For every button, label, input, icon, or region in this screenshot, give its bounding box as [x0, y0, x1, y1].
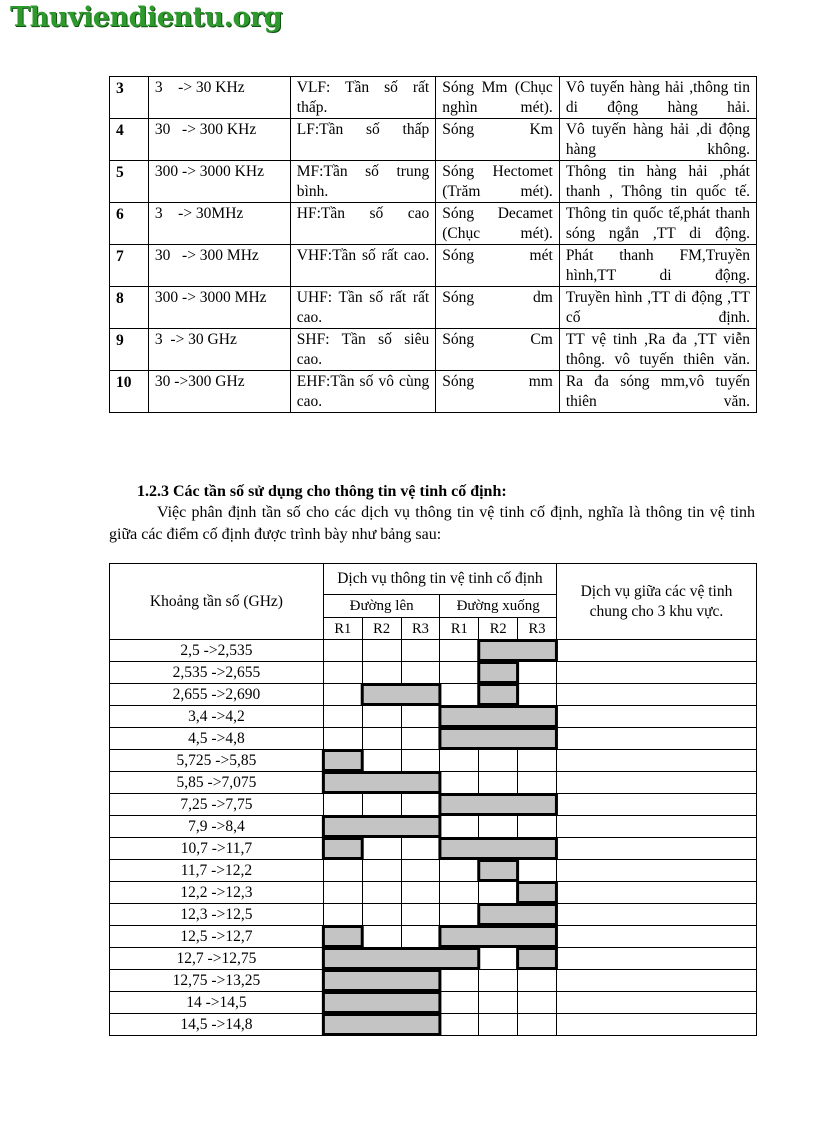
allocation-cell	[518, 728, 557, 750]
allocation-cell	[362, 750, 401, 772]
band-cell-num: 8	[110, 287, 149, 329]
allocation-cell	[479, 882, 518, 904]
frequency-row	[110, 640, 757, 662]
allocation-cell	[479, 970, 518, 992]
band-cell-range: 3 -> 30 GHz	[148, 329, 290, 371]
frequency-row	[110, 816, 757, 838]
frequency-row	[110, 794, 757, 816]
frequency-row	[110, 750, 757, 772]
allocation-cell	[401, 904, 440, 926]
inter-satellite-cell	[556, 1014, 756, 1036]
allocation-cell	[479, 750, 518, 772]
allocation-cell	[362, 728, 401, 750]
allocation-cell	[440, 992, 479, 1014]
band-cell-wave: Sóng mm	[436, 371, 560, 413]
allocation-cell	[479, 904, 518, 926]
allocation-cell	[323, 1014, 362, 1036]
allocation-cell	[479, 926, 518, 948]
allocation-cell	[401, 750, 440, 772]
frequency-row	[110, 882, 757, 904]
allocation-cell	[362, 662, 401, 684]
band-cell-wave: Sóng mét	[436, 245, 560, 287]
header-uplink: Đường lên	[323, 595, 440, 618]
allocation-cell	[401, 662, 440, 684]
allocation-cell	[479, 838, 518, 860]
inter-satellite-cell	[556, 640, 756, 662]
band-row	[110, 161, 757, 203]
allocation-cell	[440, 926, 479, 948]
section-paragraph: Việc phân định tần số cho các dịch vụ thông tin vệ tinh cố định, nghĩa là thông tin vệ tinh giữa các điểm cố định được trình bày như bảng sau:	[109, 504, 755, 543]
inter-satellite-cell	[556, 860, 756, 882]
range-cell: 12,3 ->12,5	[110, 904, 324, 926]
allocation-cell	[440, 970, 479, 992]
band-row	[110, 245, 757, 287]
allocation-cell	[518, 948, 557, 970]
band-cell-use: Ra đa sóng mm,vô tuyến thiên văn.	[559, 371, 756, 413]
allocation-cell	[323, 640, 362, 662]
band-cell-use: TT vệ tinh ,Ra đa ,TT viễn thông. vô tuyến thiên văn.	[559, 329, 756, 371]
band-cell-range: 3 -> 30MHz	[148, 203, 290, 245]
allocation-cell	[440, 838, 479, 860]
allocation-cell	[323, 904, 362, 926]
region-header: R2	[479, 618, 518, 640]
band-row	[110, 371, 757, 413]
allocation-cell	[440, 1014, 479, 1036]
frequency-row	[110, 662, 757, 684]
frequency-row	[110, 970, 757, 992]
allocation-cell	[401, 992, 440, 1014]
allocation-cell	[401, 728, 440, 750]
allocation-cell	[323, 816, 362, 838]
allocation-cell	[518, 926, 557, 948]
allocation-cell	[323, 860, 362, 882]
allocation-cell	[401, 926, 440, 948]
band-cell-use: Truyền hình ,TT di động ,TT cố định.	[559, 287, 756, 329]
allocation-cell	[362, 684, 401, 706]
allocation-cell	[323, 684, 362, 706]
allocation-cell	[518, 816, 557, 838]
allocation-cell	[440, 684, 479, 706]
allocation-cell	[362, 706, 401, 728]
allocation-cell	[440, 750, 479, 772]
allocation-cell	[401, 882, 440, 904]
frequency-row	[110, 684, 757, 706]
allocation-cell	[440, 882, 479, 904]
allocation-cell	[362, 640, 401, 662]
band-cell-name: UHF: Tần số rất rất cao.	[290, 287, 435, 329]
allocation-cell	[323, 794, 362, 816]
allocation-cell	[362, 992, 401, 1014]
header-fixed-service: Dịch vụ thông tin vệ tinh cố định	[323, 564, 556, 595]
frequency-row	[110, 904, 757, 926]
allocation-cell	[479, 662, 518, 684]
frequency-row	[110, 926, 757, 948]
allocation-cell	[440, 816, 479, 838]
region-header: R3	[401, 618, 440, 640]
range-cell: 14 ->14,5	[110, 992, 324, 1014]
band-cell-use: Thông tin hàng hải ,phát thanh , Thông tin quốc tế.	[559, 161, 756, 203]
allocation-cell	[440, 728, 479, 750]
allocation-cell	[518, 684, 557, 706]
allocation-cell	[401, 794, 440, 816]
allocation-cell	[440, 794, 479, 816]
band-cell-wave: Sóng dm	[436, 287, 560, 329]
band-cell-range: 30 -> 300 KHz	[148, 119, 290, 161]
band-cell-num: 6	[110, 203, 149, 245]
allocation-cell	[440, 860, 479, 882]
allocation-cell	[362, 794, 401, 816]
band-cell-num: 7	[110, 245, 149, 287]
band-cell-range: 300 -> 3000 MHz	[148, 287, 290, 329]
allocation-cell	[362, 926, 401, 948]
range-cell: 10,7 ->11,7	[110, 838, 324, 860]
allocation-cell	[440, 772, 479, 794]
inter-satellite-cell	[556, 794, 756, 816]
frequency-row	[110, 1014, 757, 1036]
inter-satellite-cell	[556, 706, 756, 728]
allocation-cell	[518, 882, 557, 904]
allocation-cell	[401, 772, 440, 794]
inter-satellite-cell	[556, 728, 756, 750]
allocation-cell	[479, 684, 518, 706]
band-cell-range: 30 -> 300 MHz	[148, 245, 290, 287]
section-heading: 1.2.3 Các tần số sử dụng cho thông tin vệ tinh cố định:	[137, 483, 507, 500]
range-cell: 11,7 ->12,2	[110, 860, 324, 882]
allocation-cell	[518, 750, 557, 772]
band-cell-range: 300 -> 3000 KHz	[148, 161, 290, 203]
header-range: Khoảng tần số (GHz)	[110, 564, 324, 640]
band-row	[110, 329, 757, 371]
range-cell: 5,725 ->5,85	[110, 750, 324, 772]
allocation-cell	[479, 728, 518, 750]
band-cell-name: VHF:Tần số rất cao.	[290, 245, 435, 287]
allocation-cell	[401, 860, 440, 882]
band-row	[110, 77, 757, 119]
band-cell-num: 10	[110, 371, 149, 413]
allocation-cell	[362, 838, 401, 860]
allocation-cell	[362, 816, 401, 838]
allocation-cell	[401, 838, 440, 860]
allocation-cell	[440, 706, 479, 728]
allocation-cell	[518, 838, 557, 860]
frequency-row	[110, 992, 757, 1014]
range-cell: 2,535 ->2,655	[110, 662, 324, 684]
allocation-cell	[479, 706, 518, 728]
inter-satellite-cell	[556, 816, 756, 838]
region-header: R1	[323, 618, 362, 640]
allocation-cell	[479, 772, 518, 794]
header-downlink: Đường xuống	[440, 595, 557, 618]
allocation-cell	[440, 948, 479, 970]
allocation-cell	[518, 706, 557, 728]
region-header: R1	[440, 618, 479, 640]
band-cell-use: Vô tuyến hàng hải ,thông tin di động hàng hải.	[559, 77, 756, 119]
band-cell-wave: Sóng Cm	[436, 329, 560, 371]
allocation-cell	[401, 970, 440, 992]
allocation-cell	[323, 948, 362, 970]
band-cell-num: 4	[110, 119, 149, 161]
allocation-cell	[323, 838, 362, 860]
band-cell-wave: Sóng Km	[436, 119, 560, 161]
range-cell: 12,75 ->13,25	[110, 970, 324, 992]
band-cell-use: Thông tin quốc tế,phát thanh sóng ngắn ,TT di động.	[559, 203, 756, 245]
range-cell: 12,5 ->12,7	[110, 926, 324, 948]
allocation-cell	[362, 860, 401, 882]
allocation-cell	[479, 794, 518, 816]
inter-satellite-cell	[556, 772, 756, 794]
inter-satellite-cell	[556, 970, 756, 992]
allocation-cell	[323, 706, 362, 728]
band-row	[110, 119, 757, 161]
satellite-frequency-table	[109, 563, 757, 1036]
allocation-cell	[518, 904, 557, 926]
frequency-row	[110, 948, 757, 970]
allocation-cell	[323, 882, 362, 904]
allocation-cell	[401, 706, 440, 728]
inter-satellite-cell	[556, 838, 756, 860]
frequency-bands-table	[109, 76, 757, 413]
band-cell-wave: Sóng Mm (Chục nghìn mét).	[436, 77, 560, 119]
band-cell-name: HF:Tần số cao	[290, 203, 435, 245]
band-cell-num: 9	[110, 329, 149, 371]
band-cell-name: SHF: Tần số siêu cao.	[290, 329, 435, 371]
allocation-cell	[518, 1014, 557, 1036]
band-cell-wave: Sóng Hectomet (Trăm mét).	[436, 161, 560, 203]
range-cell: 2,655 ->2,690	[110, 684, 324, 706]
inter-satellite-cell	[556, 662, 756, 684]
inter-satellite-cell	[556, 992, 756, 1014]
band-cell-range: 30 ->300 GHz	[148, 371, 290, 413]
region-header: R2	[362, 618, 401, 640]
allocation-cell	[518, 772, 557, 794]
allocation-cell	[401, 684, 440, 706]
range-cell: 12,2 ->12,3	[110, 882, 324, 904]
range-cell: 7,25 ->7,75	[110, 794, 324, 816]
allocation-cell	[518, 794, 557, 816]
band-cell-range: 3 -> 30 KHz	[148, 77, 290, 119]
allocation-cell	[518, 860, 557, 882]
inter-satellite-cell	[556, 904, 756, 926]
allocation-cell	[362, 948, 401, 970]
range-cell: 3,4 ->4,2	[110, 706, 324, 728]
allocation-cell	[323, 772, 362, 794]
allocation-cell	[362, 882, 401, 904]
range-cell: 2,5 ->2,535	[110, 640, 324, 662]
frequency-row	[110, 860, 757, 882]
band-cell-num: 3	[110, 77, 149, 119]
allocation-cell	[518, 970, 557, 992]
band-cell-use: Phát thanh FM,Truyền hình,TT di động.	[559, 245, 756, 287]
band-row	[110, 287, 757, 329]
allocation-cell	[479, 948, 518, 970]
allocation-cell	[440, 904, 479, 926]
allocation-cell	[440, 662, 479, 684]
inter-satellite-cell	[556, 750, 756, 772]
band-cell-use: Vô tuyến hàng hải ,di động hàng không.	[559, 119, 756, 161]
allocation-cell	[323, 662, 362, 684]
band-cell-name: LF:Tần số thấp	[290, 119, 435, 161]
range-cell: 14,5 ->14,8	[110, 1014, 324, 1036]
allocation-cell	[479, 816, 518, 838]
inter-satellite-cell	[556, 882, 756, 904]
allocation-cell	[479, 1014, 518, 1036]
allocation-cell	[362, 772, 401, 794]
allocation-cell	[323, 728, 362, 750]
allocation-cell	[401, 948, 440, 970]
band-cell-name: VLF: Tần số rất thấp.	[290, 77, 435, 119]
allocation-cell	[518, 662, 557, 684]
allocation-cell	[362, 970, 401, 992]
allocation-cell	[401, 816, 440, 838]
band-cell-name: EHF:Tần số vô cùng cao.	[290, 371, 435, 413]
region-header: R3	[518, 618, 557, 640]
range-cell: 5,85 ->7,075	[110, 772, 324, 794]
allocation-cell	[518, 640, 557, 662]
range-cell: 4,5 ->4,8	[110, 728, 324, 750]
inter-satellite-cell	[556, 926, 756, 948]
allocation-cell	[323, 970, 362, 992]
inter-satellite-cell	[556, 948, 756, 970]
allocation-cell	[479, 640, 518, 662]
band-cell-name: MF:Tần số trung bình.	[290, 161, 435, 203]
allocation-cell	[362, 1014, 401, 1036]
allocation-cell	[362, 904, 401, 926]
site-logo: Thuviendientu.org	[10, 2, 283, 33]
band-row	[110, 203, 757, 245]
inter-satellite-cell	[556, 684, 756, 706]
frequency-row	[110, 728, 757, 750]
range-cell: 12,7 ->12,75	[110, 948, 324, 970]
allocation-cell	[518, 992, 557, 1014]
range-cell: 7,9 ->8,4	[110, 816, 324, 838]
header-inter-satellite: Dịch vụ giữa các vệ tinh chung cho 3 khu vực.	[556, 564, 756, 640]
allocation-cell	[479, 860, 518, 882]
frequency-row	[110, 772, 757, 794]
allocation-cell	[401, 1014, 440, 1036]
band-cell-num: 5	[110, 161, 149, 203]
frequency-row	[110, 706, 757, 728]
allocation-cell	[323, 926, 362, 948]
allocation-cell	[440, 640, 479, 662]
allocation-cell	[323, 750, 362, 772]
allocation-cell	[401, 640, 440, 662]
band-cell-wave: Sóng Decamet (Chục mét).	[436, 203, 560, 245]
allocation-cell	[323, 992, 362, 1014]
allocation-cell	[479, 992, 518, 1014]
frequency-row	[110, 838, 757, 860]
